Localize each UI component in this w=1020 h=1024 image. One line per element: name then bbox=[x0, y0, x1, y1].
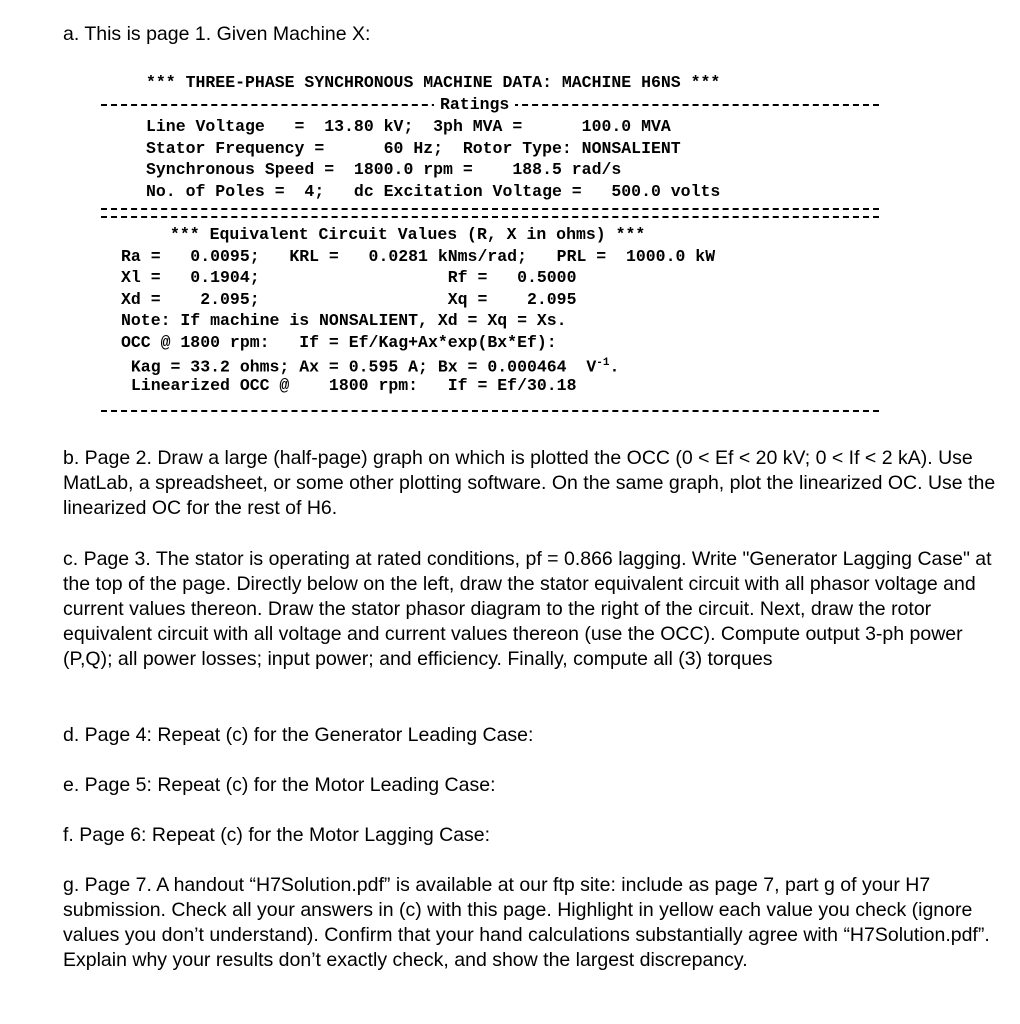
eq-line-linearized: Linearized OCC @ 1800 rpm: If = Ef/30.18 bbox=[121, 375, 577, 395]
part-e-text: e. Page 5: Repeat (c) for the Motor Leading Case: bbox=[63, 774, 496, 796]
ratings-line-1: Line Voltage = 13.80 kV; 3ph MVA = 100.0 MVA bbox=[146, 117, 671, 136]
part-b-text: b. Page 2. Draw a large (half-page) graph on which is plotted the OCC (0 < Ef < 20 kV; 0 < If < 2 kA). Use MatLab, a spreadsheet, or some other plotting software. On the same graph, plot the linearized OC. Use the linearized OC for the rest of H6. bbox=[63, 447, 996, 519]
eq-line-ra: Ra = 0.0095; KRL = 0.0281 kNms/rad; PRL = 1000.0 kW bbox=[121, 246, 716, 266]
part-a-heading: a. This is page 1. Given Machine X: bbox=[63, 23, 371, 45]
bottom-divider bbox=[101, 410, 879, 412]
part-f-text: f. Page 6: Repeat (c) for the Motor Lagging Case: bbox=[63, 824, 491, 846]
ratings-line-2: Stator Frequency = 60 Hz; Rotor Type: NONSALIENT bbox=[146, 138, 681, 158]
part-g-text: g. Page 7. A handout “H7Solution.pdf” is available at our ftp site: include as page 7, part g of your H7 submission. Check all your answers in (c) with this page. Highlight in yellow each value you check (ignore values you don’t understand). Confirm that your hand calculations substantially agree with “H7Solution.pdf”. Explain why your results don’t exactly check, and show the largest discrepancy. bbox=[63, 874, 990, 971]
machine-title: *** THREE-PHASE SYNCHRONOUS MACHINE DATA: MACHINE H6NS *** bbox=[146, 73, 721, 92]
section-divider bbox=[101, 208, 879, 218]
ratings-line-4: No. of Poles = 4; dc Excitation Voltage = 500.0 volts bbox=[146, 181, 721, 201]
ratings-line-3: Synchronous Speed = 1800.0 rpm = 188.5 rad/s bbox=[146, 160, 622, 179]
kag-suffix: . bbox=[609, 357, 620, 377]
part-c-text: c. Page 3. The stator is operating at rated conditions, pf = 0.866 lagging. Write "Generator Lagging Case" at the top of the page. Directly below on the left, draw the stator equivalent circuit with all phasor voltage and current values thereon. Draw the stator phasor diagram to the right of the circuit. Next, draw the rotor equivalent circuit with all voltage and current values thereon (use the OCC). Compute output 3-ph power (P,Q); all power losses; input power; and efficiency. Finally, compute all (3) torques bbox=[63, 548, 992, 670]
eq-line-note: Note: If machine is NONSALIENT, Xd = Xq = Xs. bbox=[121, 311, 567, 330]
eq-circuit-title: *** Equivalent Circuit Values (R, X in ohms) *** bbox=[170, 225, 646, 244]
kag-text: Kag = 33.2 ohms; Ax = 0.595 A; Bx = 0.000464 V bbox=[121, 357, 597, 377]
eq-line-xd: Xd = 2.095; Xq = 2.095 bbox=[121, 289, 577, 309]
ratings-label: Ratings bbox=[434, 94, 515, 116]
kag-superscript: -1 bbox=[596, 357, 610, 369]
eq-line-xl: Xl = 0.1904; Rf = 0.5000 bbox=[121, 268, 577, 287]
eq-line-occ: OCC @ 1800 rpm: If = Ef/Kag+Ax*exp(Bx*Ef): bbox=[121, 332, 557, 352]
part-d-text: d. Page 4: Repeat (c) for the Generator Leading Case: bbox=[63, 724, 534, 746]
